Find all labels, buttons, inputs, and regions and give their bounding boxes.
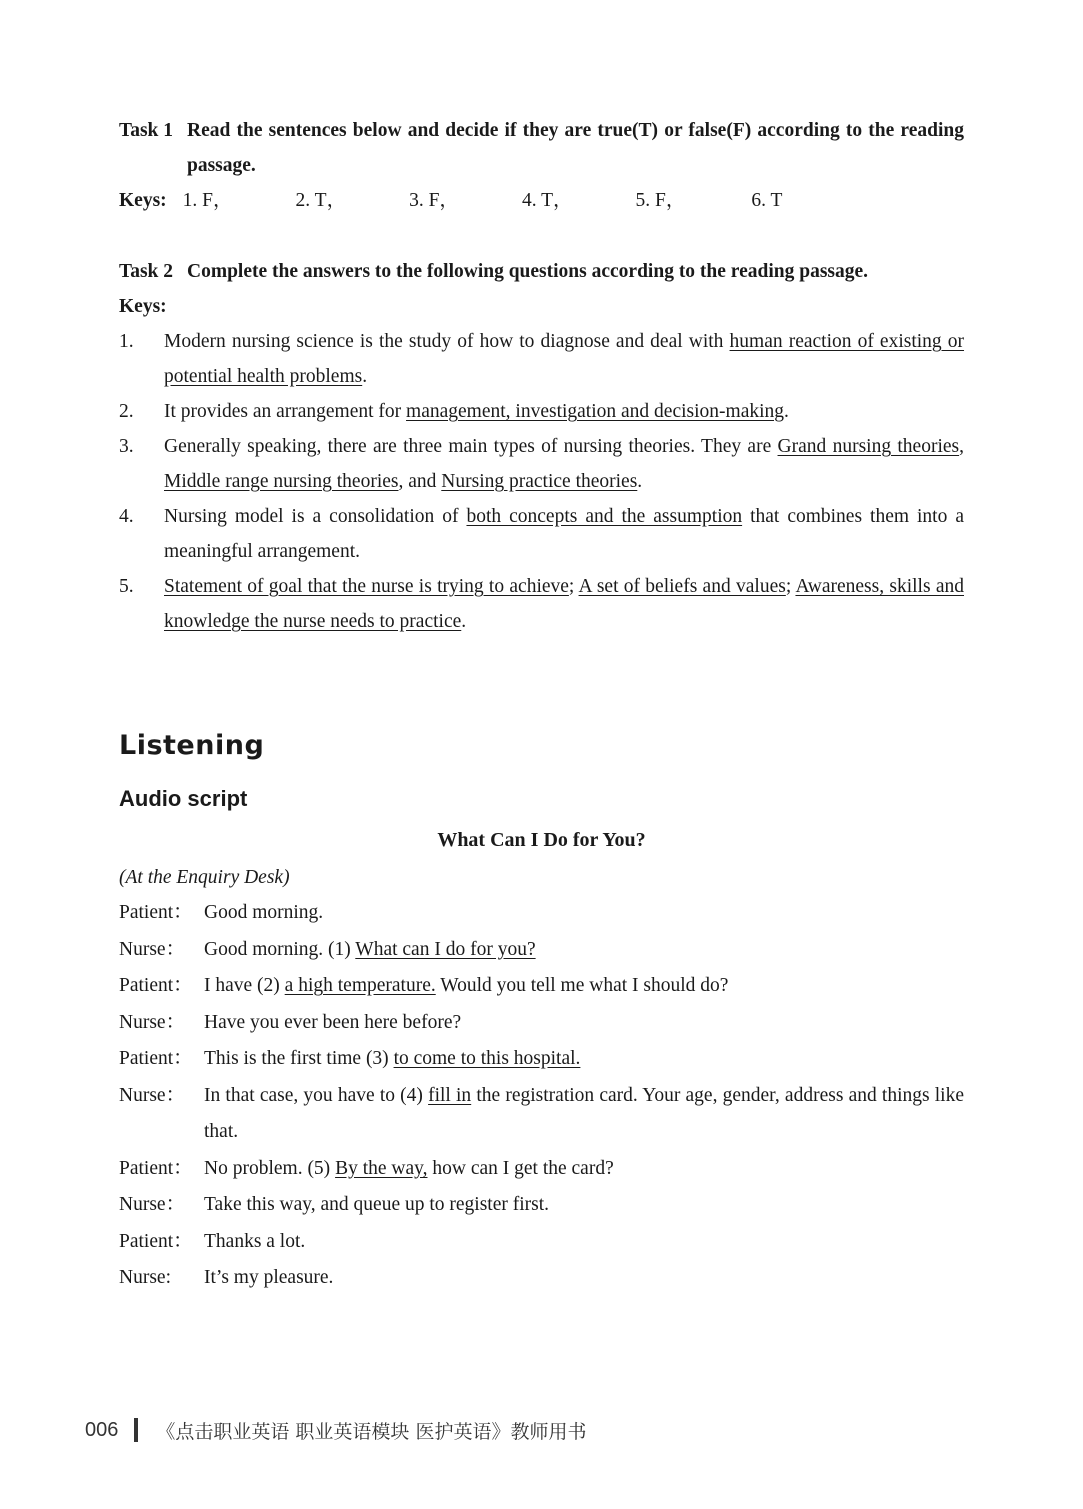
line-segment: the registration card. Your age, gender, address and things like that. bbox=[204, 1084, 964, 1142]
answer-item bbox=[119, 569, 964, 639]
task1-text: Read the sentences below and decide if they are true(T) or false(F) according to the reading passage. bbox=[187, 120, 964, 176]
dialogue-line bbox=[119, 1151, 964, 1188]
line-text bbox=[204, 932, 964, 969]
task1-keys bbox=[119, 183, 964, 218]
task1-key: 6. T bbox=[751, 190, 783, 211]
dialogue-line bbox=[119, 1078, 964, 1151]
page-footer bbox=[85, 1414, 586, 1446]
answer-key: Awareness, skills and knowledge the nurse needs to practice bbox=[164, 576, 964, 632]
line-segment: how can I get the card? bbox=[427, 1157, 614, 1179]
line-text bbox=[204, 1005, 964, 1042]
answer-key: A set of beliefs and values bbox=[578, 576, 786, 597]
speaker: Nurse: bbox=[119, 1267, 171, 1288]
speaker: Patient： bbox=[119, 1230, 193, 1252]
dialogue-line bbox=[119, 1041, 964, 1078]
line-segment: This is the first time (3) bbox=[204, 1048, 394, 1069]
blank-answer: a high temperature. bbox=[284, 975, 436, 996]
task2-text: Complete the answers to the following questions according to the reading passage. bbox=[187, 261, 869, 282]
answer-text bbox=[164, 499, 964, 569]
section-heading-listening: Listening bbox=[119, 730, 265, 761]
speaker: Patient： bbox=[119, 975, 193, 996]
answer-segment: , bbox=[959, 436, 964, 457]
speaker: Patient： bbox=[119, 1157, 193, 1179]
line-text bbox=[204, 968, 964, 1005]
task1-key: 4. T， bbox=[521, 190, 573, 211]
answer-key: Statement of goal that the nurse is trying to achieve bbox=[164, 576, 569, 597]
answer-segment: . bbox=[461, 611, 467, 632]
dialogue-line bbox=[119, 1187, 964, 1224]
speaker: Patient： bbox=[119, 1048, 193, 1069]
answer-segment: , and bbox=[398, 471, 442, 492]
answer-segment: It provides an arrangement for bbox=[164, 401, 407, 422]
answer-segment: Modern nursing science is the study of how to diagnose and deal with bbox=[164, 331, 730, 352]
footer-divider bbox=[134, 1418, 138, 1442]
subheading-audio-script: Audio script bbox=[119, 786, 248, 811]
line-text bbox=[204, 1260, 964, 1297]
blank-answer: What can I do for you? bbox=[355, 938, 536, 960]
answer-segment: . bbox=[362, 366, 368, 387]
answer-item bbox=[119, 429, 964, 499]
line-text bbox=[204, 1151, 964, 1188]
scene-direction: (At the Enquiry Desk) bbox=[119, 867, 290, 888]
line-segment: In that case, you have to (4) bbox=[204, 1084, 429, 1106]
line-text bbox=[204, 895, 964, 932]
line-segment: Have you ever been here before? bbox=[204, 1011, 462, 1033]
answer-text bbox=[164, 569, 964, 639]
answer-text bbox=[164, 324, 964, 394]
line-segment: It’s my pleasure. bbox=[204, 1267, 334, 1288]
answer-item bbox=[119, 394, 964, 429]
answer-segment: Nursing model is a consolidation of bbox=[164, 506, 467, 527]
answer-key: management, investigation and decision-making bbox=[406, 401, 785, 422]
answer-segment: ; bbox=[568, 576, 579, 597]
line-segment: I have (2) bbox=[204, 975, 285, 996]
answer-key: Grand nursing theories bbox=[777, 436, 960, 457]
dialogue-line bbox=[119, 895, 964, 932]
dialogue-line bbox=[119, 968, 964, 1005]
task2-keys-label: Keys: bbox=[119, 296, 167, 317]
answer-number: 1. bbox=[119, 331, 134, 352]
task1-key: 2. T， bbox=[295, 190, 347, 211]
task1-instruction bbox=[119, 113, 964, 183]
task1-key: 3. F， bbox=[409, 190, 459, 211]
line-text bbox=[204, 1224, 964, 1261]
speaker: Nurse： bbox=[119, 1194, 186, 1215]
answer-item bbox=[119, 324, 964, 394]
blank-answer: to come to this hospital. bbox=[393, 1048, 581, 1069]
line-segment: Would you tell me what I should do? bbox=[435, 975, 729, 996]
dialogue-line bbox=[119, 932, 964, 969]
line-segment: Take this way, and queue up to register first. bbox=[204, 1194, 550, 1215]
answer-segment: . bbox=[637, 471, 643, 492]
answer-number: 4. bbox=[119, 506, 134, 527]
task1-key: 5. F， bbox=[635, 190, 686, 211]
task2-label: Task 2 bbox=[119, 261, 174, 282]
line-segment: No problem. (5) bbox=[204, 1157, 336, 1179]
speaker: Nurse： bbox=[119, 1011, 186, 1033]
line-segment: Thanks a lot. bbox=[204, 1230, 306, 1252]
answer-key: Middle range nursing theories bbox=[164, 471, 399, 492]
answer-text bbox=[164, 394, 964, 429]
answer-text bbox=[164, 429, 964, 499]
answer-number: 5. bbox=[119, 576, 134, 597]
answer-segment: . bbox=[784, 401, 789, 422]
task2-answer-list bbox=[119, 324, 964, 639]
line-text bbox=[204, 1041, 964, 1078]
answer-key: human reaction of existing or potential health problems bbox=[164, 331, 965, 387]
speaker: Nurse： bbox=[119, 938, 186, 960]
answer-key: Nursing practice theories bbox=[441, 471, 638, 492]
blank-answer: By the way, bbox=[335, 1157, 428, 1179]
answer-number: 3. bbox=[119, 436, 134, 457]
dialogue bbox=[119, 895, 964, 1297]
task2-instruction bbox=[119, 254, 964, 289]
page-number: 006 bbox=[85, 1418, 119, 1441]
dialogue-title: What Can I Do for You? bbox=[437, 829, 646, 851]
speaker: Nurse： bbox=[119, 1084, 186, 1106]
answer-segment: Generally speaking, there are three main types of nursing theories. They are bbox=[164, 436, 778, 457]
answer-item bbox=[119, 499, 964, 569]
dialogue-line bbox=[119, 1260, 964, 1297]
dialogue-line bbox=[119, 1005, 964, 1042]
line-segment: Good morning. (1) bbox=[204, 938, 356, 960]
answer-segment: that combines them into a meaningful arrangement. bbox=[164, 506, 964, 562]
blank-answer: fill in bbox=[428, 1084, 472, 1106]
task1-key: 1. F， bbox=[182, 190, 233, 211]
answer-key: both concepts and the assumption bbox=[466, 506, 743, 527]
answer-segment: ; bbox=[785, 576, 796, 597]
line-text bbox=[204, 1187, 964, 1224]
speaker: Patient： bbox=[119, 902, 193, 923]
book-title: 《点击职业英语 职业英语模块 医护英语》教师用书 bbox=[156, 1420, 587, 1443]
dialogue-line bbox=[119, 1224, 964, 1261]
line-segment: Good morning. bbox=[204, 902, 324, 923]
task1-keys-label: Keys: bbox=[119, 190, 167, 211]
task1-label: Task 1 bbox=[119, 120, 174, 141]
line-text bbox=[204, 1078, 964, 1151]
answer-number: 2. bbox=[119, 401, 134, 422]
